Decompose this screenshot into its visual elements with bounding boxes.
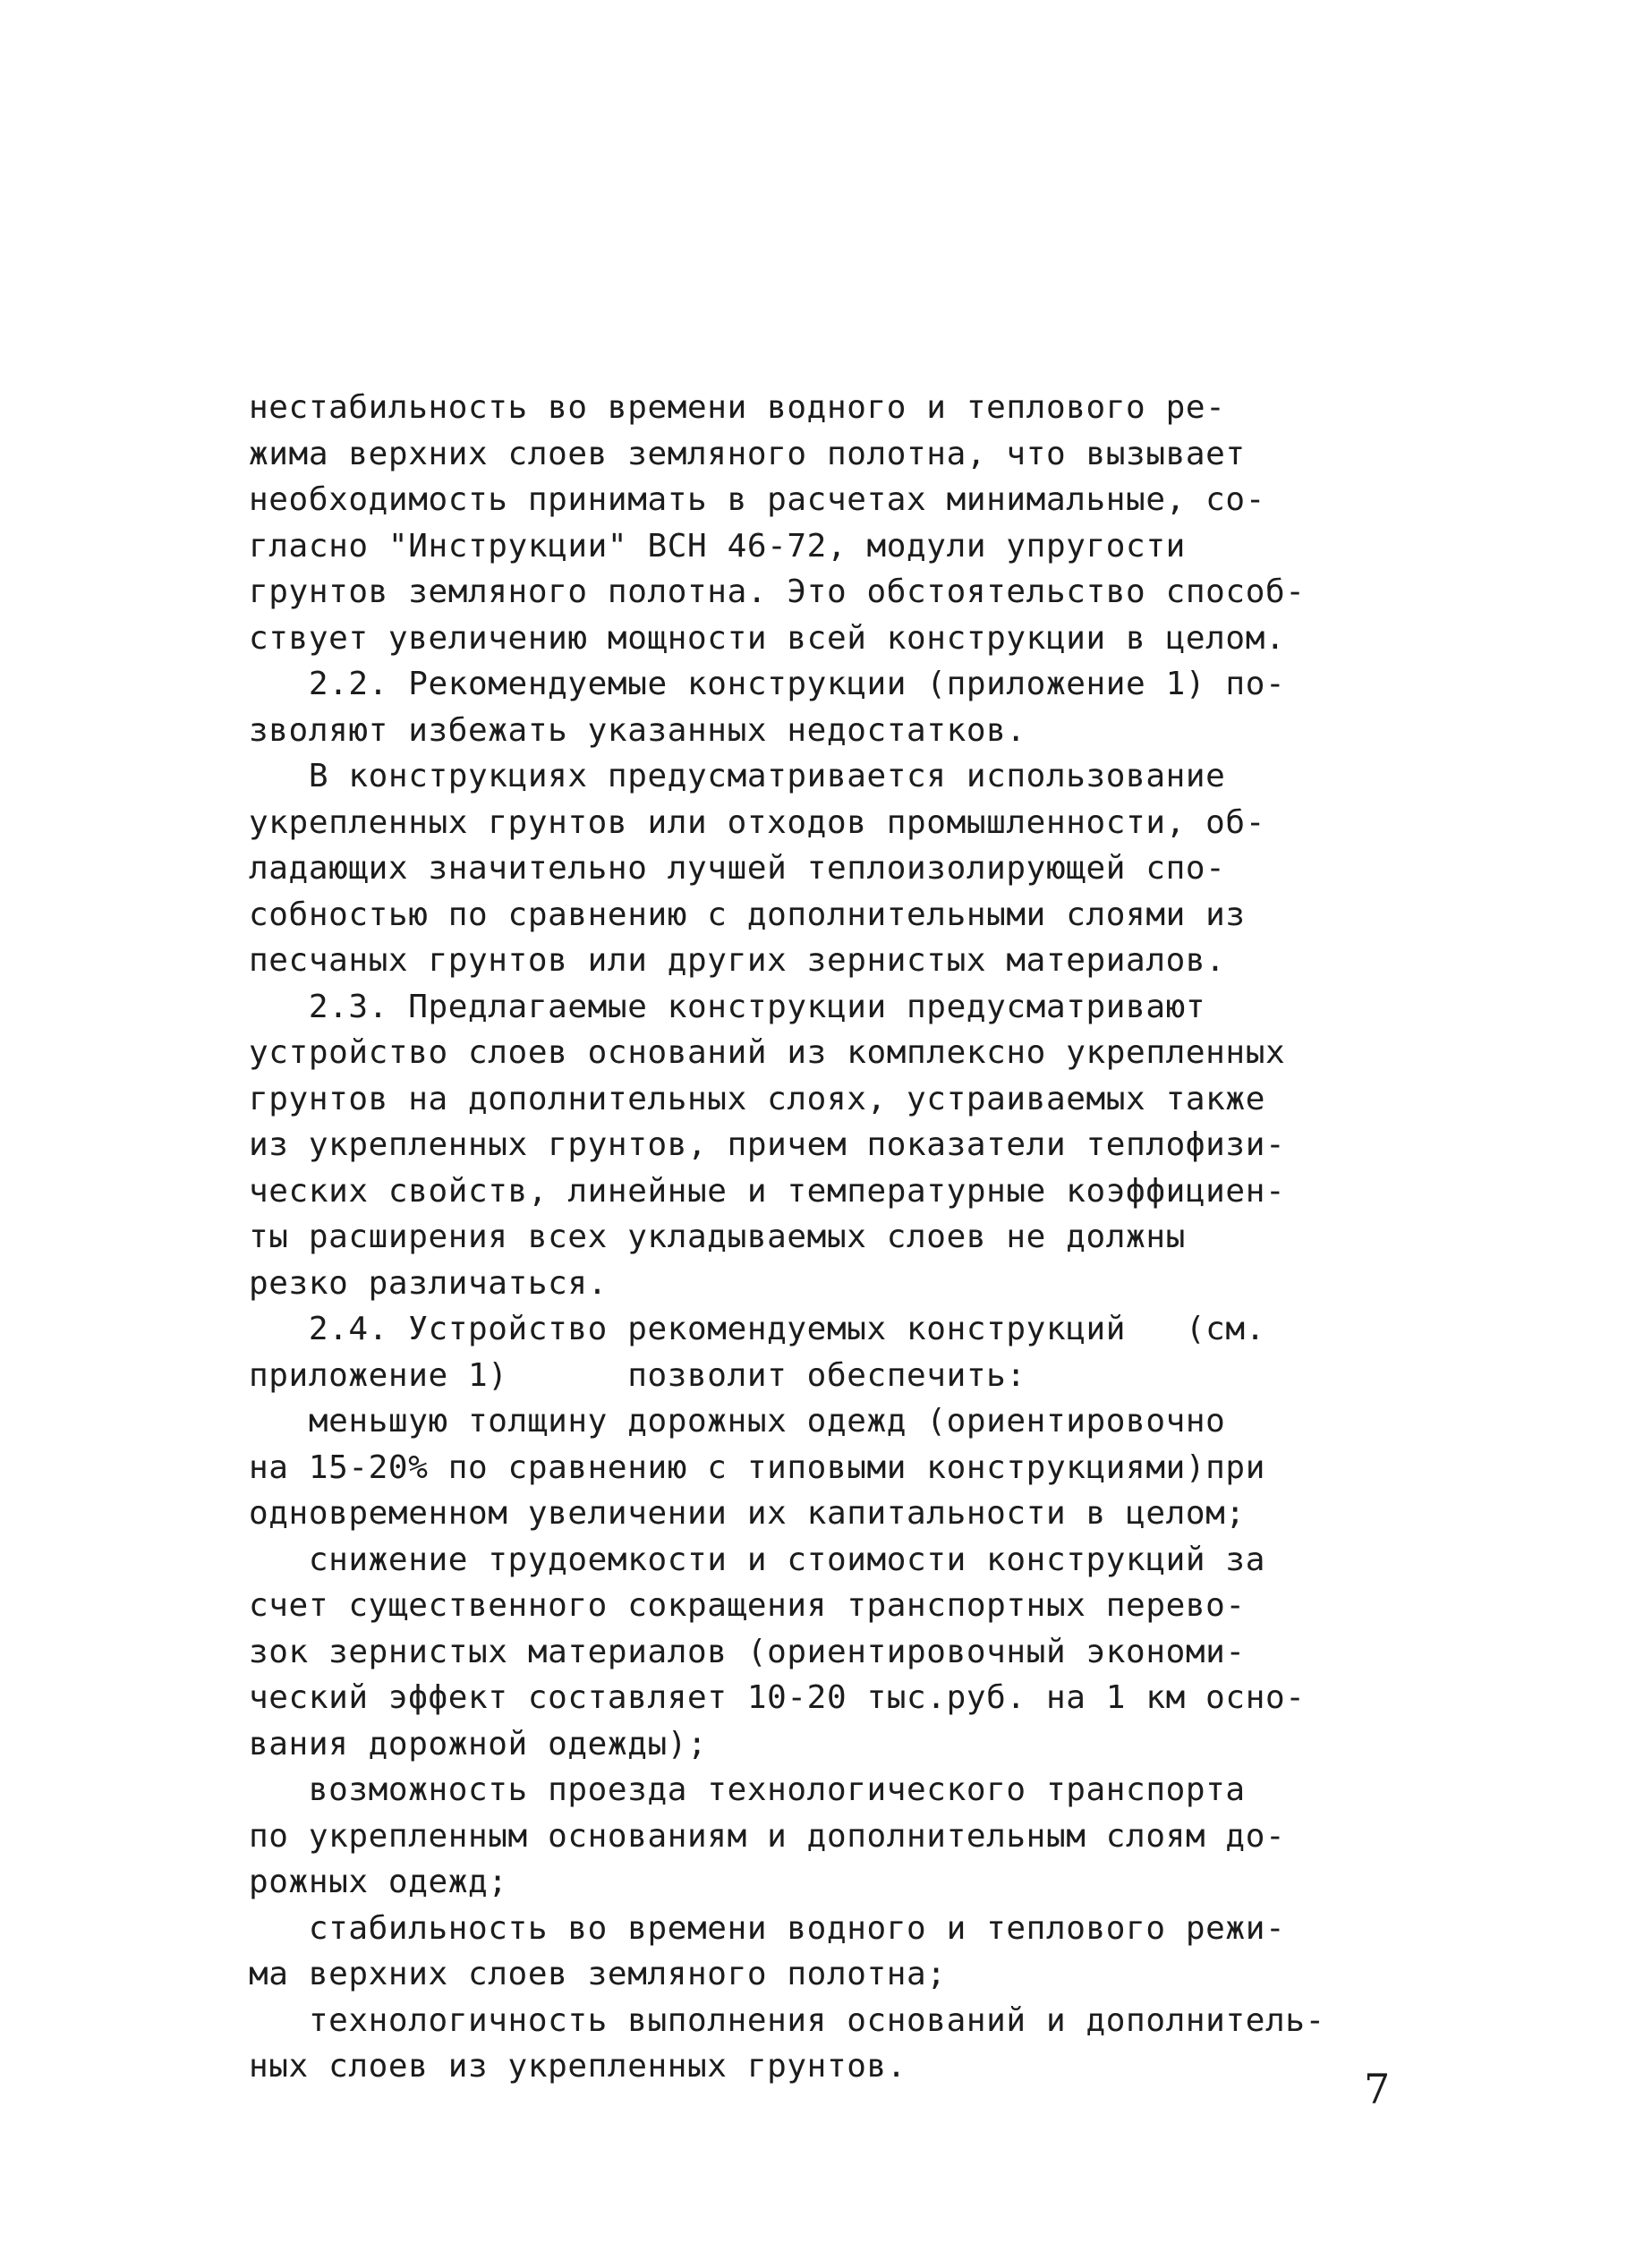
text-line: по укрепленным основаниям и дополнительным слоям до- — [249, 1817, 1286, 1855]
text-line: грунтов земляного полотна. Это обстоятельство способ- — [249, 573, 1306, 610]
text-line: укрепленных грунтов или отходов промышленности, об- — [249, 803, 1265, 841]
text-line: 2.4. Устройство рекомендуемых конструкций (см. — [249, 1311, 1265, 1347]
text-line: необходимость принимать в расчетах минимальные, со- — [249, 481, 1265, 518]
text-line: технологичность выполнения оснований и дополнитель- — [249, 2001, 1325, 2039]
text-line: рожных одежд; — [249, 1864, 508, 1900]
text-line: 2.2. Рекомендуемые конструкции (приложение 1) по- — [249, 666, 1286, 702]
text-line: зок зернистых материалов (ориентировочный экономи- — [249, 1633, 1246, 1670]
text-line: на 15-20% по сравнению с типовыми конструкциями)при — [249, 1448, 1265, 1486]
text-line: резко различаться. — [249, 1264, 608, 1302]
text-line: приложение 1) позволит обеспечить: — [249, 1356, 1026, 1394]
text-line: снижение трудоемкости и стоимости конструкций за — [249, 1541, 1265, 1578]
text-line: жима верхних слоев земляного полотна, что вызывает — [249, 435, 1246, 472]
text-line: ных слоев из укрепленных грунтов. — [249, 2048, 907, 2085]
text-line: ческий эффект составляет 10-20 тыс.руб. на 1 км осно- — [249, 1679, 1306, 1716]
page-number: 7 — [1364, 2065, 1391, 2113]
text-line: одновременном увеличении их капитальности в целом; — [249, 1495, 1246, 1532]
text-line: песчаных грунтов или других зернистых материалов. — [249, 942, 1226, 979]
text-line: вания дорожной одежды); — [249, 1725, 708, 1763]
text-line: нестабильность во времени водного и теплового ре- — [249, 389, 1226, 426]
body-text — [249, 385, 1430, 2090]
text-line: устройство слоев оснований из комплексно укрепленных — [249, 1034, 1286, 1071]
text-line: собностью по сравнению с дополнительными слоями из — [249, 896, 1246, 933]
text-line: ма верхних слоев земляного полотна; — [249, 1956, 947, 1992]
text-line: меньшую толщину дорожных одежд (ориентировочно — [249, 1403, 1226, 1440]
text-line: счет существенного сокращения транспортных перево- — [249, 1587, 1246, 1624]
text-line: грунтов на дополнительных слоях, устраиваемых также — [249, 1080, 1265, 1117]
text-line: гласно "Инструкции" ВСН 46-72, модули упругости — [249, 527, 1186, 565]
text-line: ты расширения всех укладываемых слоев не должны — [249, 1219, 1186, 1255]
text-line: из укрепленных грунтов, причем показатели теплофизи- — [249, 1126, 1286, 1163]
text-line: зволяют избежать указанных недостатков. — [249, 711, 1026, 749]
text-line: В конструкциях предусматривается использование — [249, 758, 1226, 794]
text-line: ческих свойств, линейные и температурные коэффициен- — [249, 1172, 1286, 1210]
text-line: возможность проезда технологического транспорта — [249, 1771, 1246, 1808]
text-line: ладающих значительно лучшей теплоизолирующей спо- — [249, 850, 1226, 887]
text-line: 2.3. Предлагаемые конструкции предусматривают — [249, 988, 1206, 1025]
text-line: ствует увеличению мощности всей конструкции в целом. — [249, 619, 1286, 657]
text-line: стабильность во времени водного и теплового режи- — [249, 1909, 1286, 1947]
